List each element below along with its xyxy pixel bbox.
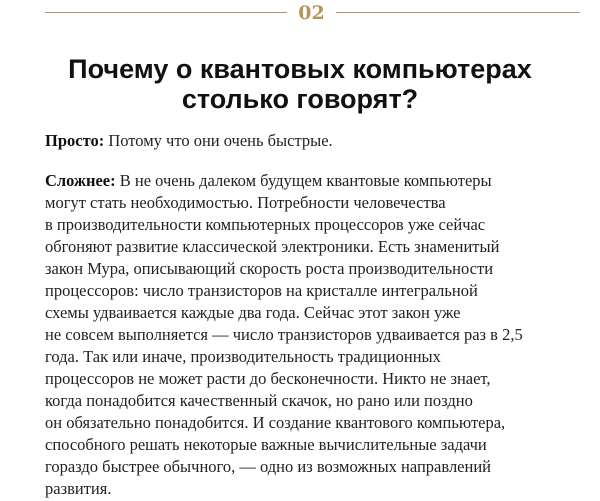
complex-answer-line: он обязательно понадобится. И создание квантового компьютера, [45,413,506,432]
complex-answer-label: Сложнее: [45,171,116,190]
complex-answer [45,170,585,500]
complex-answer-line: закон Мура, описывающий скорость роста производительности [45,259,494,278]
title-line-2: столько говорят? [181,84,419,114]
complex-answer-line [45,170,585,192]
simple-answer-label: Просто: [45,131,105,150]
complex-answer-line: обгоняют развитие классической электроники. Есть знаменитый [45,237,500,256]
complex-answer-line: гораздо быстрее обычного, — одно из возможных направлений [45,457,491,476]
complex-answer-line: года. Так или иначе, производительность традиционных [45,347,441,366]
section-number: 02 [298,2,325,24]
page-title [30,54,570,114]
simple-answer [45,130,585,152]
title-line-1: Почему о квантовых компьютерах [68,54,532,84]
section-divider [0,0,600,26]
complex-answer-line: процессоров: число транзисторов на кристалле интегральной [45,281,478,300]
complex-answer-line: в производительности компьютерных процессоров уже сейчас [45,215,486,234]
complex-answer-line: развития. [45,479,112,498]
complex-answer-line: не совсем выполняется — число транзисторов удваивается раз в 2,5 [45,325,523,344]
complex-answer-line: способного решать некоторые важные вычислительные задачи [45,435,487,454]
divider-rule-left [45,12,287,13]
complex-answer-line: схемы удваивается каждые два года. Сейчас этот закон уже [45,303,461,322]
complex-answer-line: когда понадобится качественный скачок, но рано или поздно [45,391,473,410]
complex-text: В не очень далеком будущем квантовые компьютеры [119,171,492,190]
complex-answer-line: процессоров не может расти до бесконечности. Никто не знает, [45,369,491,388]
simple-answer-text: Потому что они очень быстрые. [108,131,333,150]
divider-rule-right [336,12,580,13]
complex-answer-line: могут стать необходимостью. Потребности человечества [45,193,446,212]
